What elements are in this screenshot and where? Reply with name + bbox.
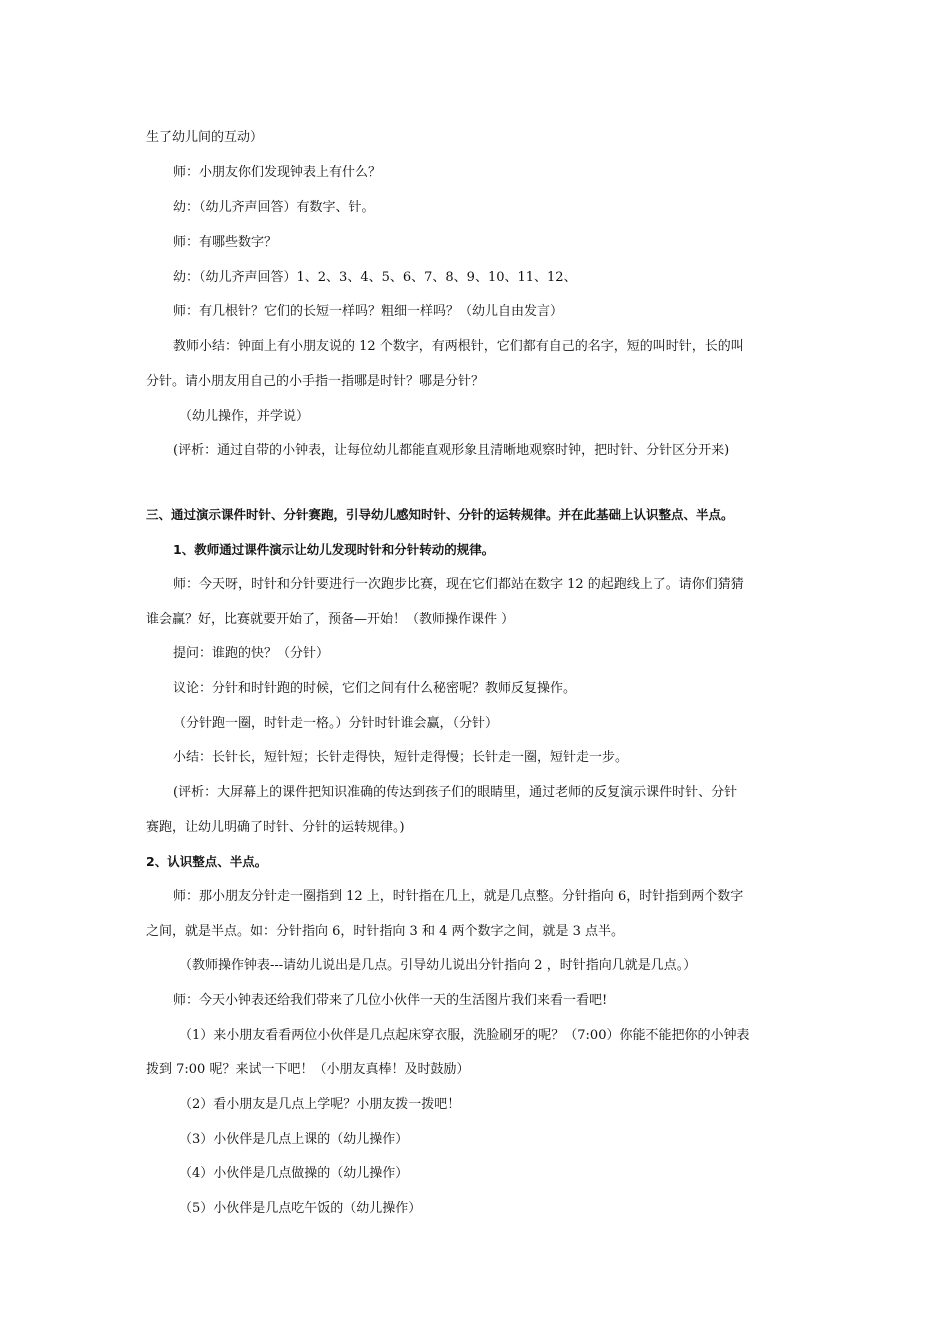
text-line: （教师操作钟表---请幼儿说出是几点。引导幼儿说出分针指向 2 ，时针指向几就是几点。） xyxy=(179,958,697,973)
subsection-heading: 2、认识整点、半点。 xyxy=(146,854,268,869)
text-line: （2）看小朋友是几点上学呢？小朋友拨一拨吧！ xyxy=(179,1097,461,1112)
text-line: 小结：长针长，短针短；长针走得快，短针走得慢；长针走一圈，短针走一步。 xyxy=(173,750,629,765)
text-line: 拨到 7:00 呢？来试一下吧！（小朋友真棒！及时鼓励） xyxy=(146,1062,470,1077)
text-line: 之间，就是半点。如：分针指向 6，时针指向 3 和 4 两个数字之间，就是 3 点半。 xyxy=(146,924,625,939)
text-line: 师：今天小钟表还给我们带来了几位小伙伴一天的生活图片我们来看一看吧! xyxy=(173,993,608,1008)
text-line: （1）来小朋友看看两位小伙伴是几点起床穿衣服，洗脸刷牙的呢？（7:00）你能不能把你的小钟表 xyxy=(179,1028,750,1043)
text-line: 幼：（幼儿齐声回答）有数字、针。 xyxy=(173,200,375,215)
text-line: （幼儿操作，并学说） xyxy=(179,409,310,424)
text-line: 师：那小朋友分针走一圈指到 12 上，时针指在几上，就是几点整。分针指向 6，时针指到两个数字 xyxy=(173,889,744,904)
text-line: 师：今天呀，时针和分针要进行一次跑步比赛，现在它们都站在数字 12 的起跑线上了。请你们猜猜 xyxy=(173,577,744,592)
text-line: 提问：谁跑的快？（分针） xyxy=(173,646,330,661)
text-line: （3）小伙伴是几点上课的（幼儿操作） xyxy=(179,1132,409,1147)
text-line: 师：有哪些数字？ xyxy=(173,235,278,250)
subsection-heading: 1、教师通过课件演示让幼儿发现时针和分针转动的规律。 xyxy=(173,542,495,557)
text-line: 师：有几根针？它们的长短一样吗？粗细一样吗？（幼儿自由发言） xyxy=(173,304,564,319)
text-line: （4）小伙伴是几点做操的（幼儿操作） xyxy=(179,1166,409,1181)
text-line: （5）小伙伴是几点吃午饭的（幼儿操作） xyxy=(179,1201,422,1216)
text-line: (评析：通过自带的小钟表，让每位幼儿都能直观形象且清晰地观察时钟，把时针、分针区分开来) xyxy=(173,443,730,458)
text-line: 分针。请小朋友用自己的小手指一指哪是时针？哪是分针？ xyxy=(146,374,485,389)
text-line: （分针跑一圈，时针走一格。）分针时针谁会赢，（分针） xyxy=(173,716,499,731)
text-line: 谁会赢？好，比赛就要开始了，预备—开始！（教师操作课件 ） xyxy=(146,612,515,627)
text-line: 生了幼儿间的互动） xyxy=(146,130,264,145)
text-line: 教师小结：钟面上有小朋友说的 12 个数字，有两根针，它们都有自己的名字，短的叫时针，长的叫 xyxy=(173,339,744,354)
text-line: 师：小朋友你们发现钟表上有什么？ xyxy=(173,165,382,180)
text-line: 幼：（幼儿齐声回答）1、2、3、4、5、6、7、8、9、10、11、12、 xyxy=(173,270,577,285)
text-line: 议论：分针和时针跑的时候，它们之间有什么秘密呢？教师反复操作。 xyxy=(173,681,577,696)
text-line: (评析：大屏幕上的课件把知识准确的传达到孩子们的眼睛里，通过老师的反复演示课件时针、分针 xyxy=(173,785,738,800)
section-heading: 三、通过演示课件时针、分针赛跑，引导幼儿感知时针、分针的运转规律。并在此基础上认识整点、半点。 xyxy=(146,507,734,522)
text-line: 赛跑，让幼儿明确了时针、分针的运转规律。) xyxy=(146,820,405,835)
